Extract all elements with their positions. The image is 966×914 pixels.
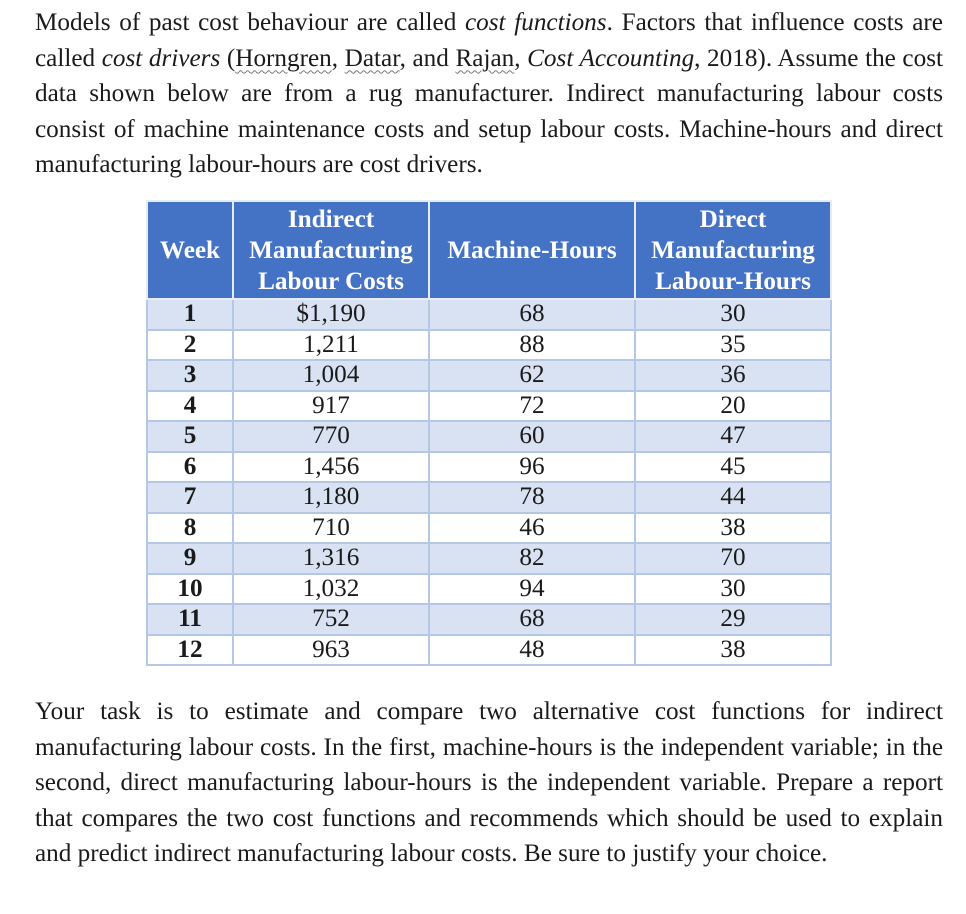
table-row: [147, 574, 831, 605]
intro-text: . Factors that influence costs are called: [35, 9, 943, 72]
intro-paragraph: [35, 5, 943, 183]
header-direct-labour-hours: Direct Manufacturing Labour-Hours: [635, 201, 831, 299]
cell-labour-hours: 45: [635, 452, 831, 483]
cell-machine-hours: 48: [429, 635, 635, 666]
cell-cost: 1,032: [233, 574, 429, 605]
cell-week: 2: [147, 330, 233, 361]
table-row: [147, 452, 831, 483]
table-row: [147, 330, 831, 361]
cell-machine-hours: 78: [429, 482, 635, 513]
cell-cost: 770: [233, 421, 429, 452]
cell-week: 4: [147, 391, 233, 422]
cell-machine-hours: 72: [429, 391, 635, 422]
cell-week: 8: [147, 513, 233, 544]
cell-cost: 1,004: [233, 360, 429, 391]
task-paragraph: Your task is to estimate and compare two alternative cost functions for indirect manufacturing labour costs. In the first, machine-hours is the independent variable; in the second, direct manufacturing labour-hours is the independent variable. Prepare a report that compares the two cost functions and recommends which should be used to explain and predict indirect manufacturing labour costs. Be sure to justify your choice.: [35, 698, 943, 867]
cell-machine-hours: 62: [429, 360, 635, 391]
table-row: [147, 513, 831, 544]
cell-cost: 752: [233, 604, 429, 635]
intro-text: ,: [514, 44, 528, 72]
table-row: [147, 391, 831, 422]
cell-week: 5: [147, 421, 233, 452]
table-row: [147, 421, 831, 452]
intro-text: , 2018). Assume the cost data shown below are from a rug manufacturer. Indirect manufacturing labour costs consist of machine maintenance costs and setup labour costs. Machine-hours and direct manufacturing labour-hours are cost drivers.: [35, 44, 944, 178]
cell-cost: 1,456: [233, 452, 429, 483]
cell-labour-hours: 30: [635, 299, 831, 330]
term-cost-drivers: cost drivers: [101, 44, 221, 72]
cell-cost: 1,211: [233, 330, 429, 361]
author-rajan: Rajan: [455, 44, 515, 72]
cell-labour-hours: 36: [635, 360, 831, 391]
header-indirect-labour-costs: Indirect Manufacturing Labour Costs: [233, 201, 429, 299]
cell-cost: 917: [233, 391, 429, 422]
cell-cost: 710: [233, 513, 429, 544]
cell-machine-hours: 94: [429, 574, 635, 605]
intro-text: (: [220, 44, 236, 72]
cell-labour-hours: 70: [635, 543, 831, 574]
table-row: [147, 299, 831, 330]
cell-machine-hours: 88: [429, 330, 635, 361]
header-machine-hours: Machine-Hours: [429, 201, 635, 299]
cell-labour-hours: 47: [635, 421, 831, 452]
cell-labour-hours: 35: [635, 330, 831, 361]
author-datar: Datar: [344, 44, 400, 72]
cell-cost: 1,180: [233, 482, 429, 513]
header-week: Week: [147, 201, 233, 299]
cost-data-table: [146, 200, 832, 666]
cell-labour-hours: 30: [635, 574, 831, 605]
table-row: [147, 604, 831, 635]
table-row: [147, 482, 831, 513]
cell-week: 11: [147, 604, 233, 635]
cell-machine-hours: 82: [429, 543, 635, 574]
cell-machine-hours: 68: [429, 299, 635, 330]
cell-cost: 963: [233, 635, 429, 666]
cell-week: 3: [147, 360, 233, 391]
author-horngren: Horngren: [235, 44, 332, 72]
table-row: [147, 543, 831, 574]
cell-machine-hours: 68: [429, 604, 635, 635]
cell-labour-hours: 20: [635, 391, 831, 422]
term-cost-functions: cost functions: [464, 9, 607, 36]
cell-week: 12: [147, 635, 233, 666]
cell-machine-hours: 46: [429, 513, 635, 544]
cell-cost: $1,190: [233, 299, 429, 330]
cell-labour-hours: 38: [635, 635, 831, 666]
cell-labour-hours: 44: [635, 482, 831, 513]
intro-text: ,: [331, 44, 345, 72]
book-title: Cost Accounting: [527, 44, 695, 72]
cell-week: 6: [147, 452, 233, 483]
cell-machine-hours: 96: [429, 452, 635, 483]
cell-week: 7: [147, 482, 233, 513]
cell-week: 10: [147, 574, 233, 605]
cell-machine-hours: 60: [429, 421, 635, 452]
table-row: [147, 635, 831, 666]
cell-week: 9: [147, 543, 233, 574]
cell-labour-hours: 29: [635, 604, 831, 635]
cell-week: 1: [147, 299, 233, 330]
cell-labour-hours: 38: [635, 513, 831, 544]
table-row: [147, 360, 831, 391]
intro-text: , and: [399, 44, 456, 72]
cell-cost: 1,316: [233, 543, 429, 574]
table-header-row: [147, 201, 831, 299]
intro-text: Models of past cost behaviour are called: [35, 9, 465, 36]
